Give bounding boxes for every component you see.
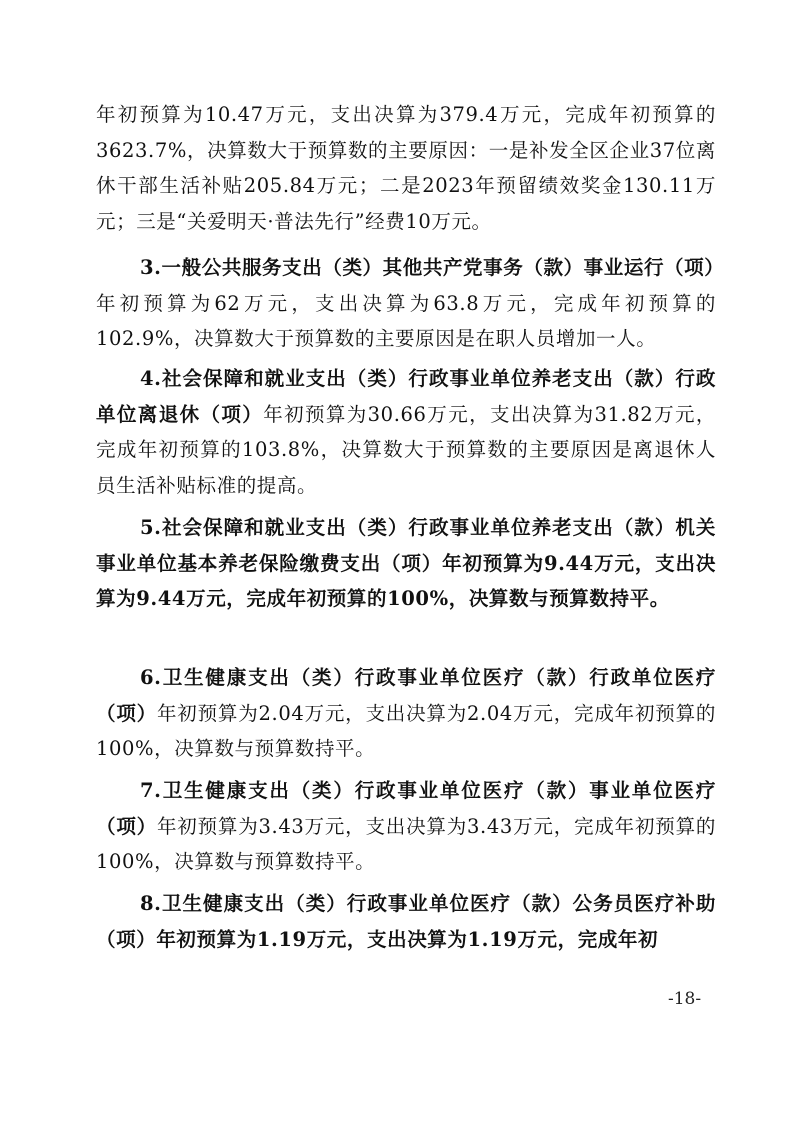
paragraph-text: 年初预算为10.47万元，支出决算为379.4万元，完成年初预算的3623.7%，决算数大于预算数的主要原因：一是补发全区企业37位离休干部生活补贴205.84万元；二是2023年预留绩效奖金130.11万元；三是“关爱明天·普法先行”经费10万元。 — [96, 103, 716, 233]
paragraph-item-3 — [96, 250, 725, 357]
paragraph-item-5 — [96, 510, 716, 617]
paragraph-item-4 — [96, 361, 716, 503]
paragraph-item-6 — [96, 660, 716, 767]
item-heading: 4.社会保障和就业支出（类）行政事业单位养老支出（款）行政单位离退休（项） — [96, 367, 716, 426]
page-number: -18- — [668, 989, 702, 1009]
item-heading: 3.一般公共服务支出（类）其他共产党事务（款）事业运行（项） — [140, 256, 725, 279]
item-heading: 8.卫生健康支出（类）行政事业单位医疗（款）公务员医疗补助（项） — [96, 892, 716, 951]
item-text: 年初预算为62万元，支出决算为63.8万元，完成年初预算的102.9%，决算数大于预算数的主要原因是在职人员增加一人。 — [96, 291, 716, 350]
paragraph-item-8 — [96, 886, 716, 957]
item-text: 年初预算为2.04万元，支出决算为2.04万元，完成年初预算的100%，决算数与预算数持平。 — [96, 701, 717, 760]
item-text: 年初预算为30.66万元，支出决算为31.82万元，完成年初预算的103.8%，决算数大于预算数的主要原因是离退休人员生活补贴标准的提高。 — [96, 402, 716, 497]
item-text: 年初预算为1.19万元，支出决算为1.19万元，完成年初 — [156, 927, 659, 951]
item-heading: 7.卫生健康支出（类）行政事业单位医疗（款）事业单位医疗（项） — [96, 779, 716, 838]
item-text: 年初预算为3.43万元，支出决算为3.43万元，完成年初预算的100%，决算数与预算数持平。 — [96, 814, 717, 873]
item-text: 年初预算为9.44万元，支出决算为9.44万元，完成年初预算的100%，决算数与预算数持平。 — [96, 551, 717, 610]
item-heading: 6.卫生健康支出（类）行政事业单位医疗（款）行政单位医疗（项） — [96, 666, 716, 725]
paragraph-item-7 — [96, 773, 716, 880]
paragraph-2-continued — [96, 97, 716, 239]
item-heading: 5.社会保障和就业支出（类）行政事业单位养老支出（款）机关事业单位基本养老保险缴费支出（项） — [96, 516, 716, 575]
